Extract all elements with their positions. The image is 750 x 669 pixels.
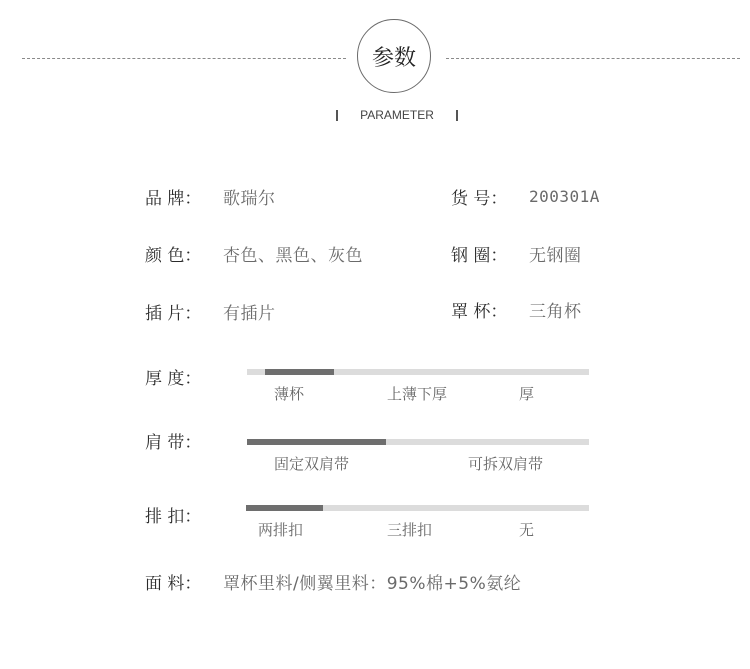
scale-hooks-indicator xyxy=(246,505,323,511)
scale-hooks-track xyxy=(246,505,589,511)
section-title-badge xyxy=(357,19,431,93)
divider-left xyxy=(22,58,346,59)
scale-label: 厚 度： xyxy=(145,368,202,389)
section-subtitle xyxy=(336,106,458,124)
scale-thickness-label-row xyxy=(145,364,225,388)
spec-label: 面 料： xyxy=(145,573,202,594)
spec-brand xyxy=(145,184,276,208)
spec-value: 有插片 xyxy=(223,303,276,324)
scale-option: 可拆双肩带 xyxy=(468,455,544,473)
scale-thickness-indicator xyxy=(265,369,334,375)
scale-thickness-track xyxy=(247,369,589,375)
spec-label: 插 片： xyxy=(145,303,202,324)
scale-strap-track xyxy=(247,439,589,445)
scale-strap-indicator xyxy=(247,439,386,445)
spec-label: 货 号： xyxy=(451,188,508,209)
scale-option: 无 xyxy=(519,521,535,539)
spec-value: 杏色、黑色、灰色 xyxy=(223,245,363,266)
spec-value: 三角杯 xyxy=(529,301,582,322)
spec-label: 罩 杯： xyxy=(451,301,508,322)
spec-value: 歌瑞尔 xyxy=(223,188,276,209)
subtitle-text: PARAMETER xyxy=(360,108,434,122)
spec-cup xyxy=(451,297,582,321)
scale-option: 三排扣 xyxy=(387,521,433,539)
section-title: 参数 xyxy=(371,45,416,71)
spec-color xyxy=(145,241,363,265)
spec-label: 颜 色： xyxy=(145,245,202,266)
spec-value: 罩杯里料/侧翼里料：95%棉+5%氨纶 xyxy=(223,573,522,594)
scale-option: 厚 xyxy=(519,385,535,403)
spec-value: 无钢圈 xyxy=(529,245,582,266)
scale-hooks-label-row xyxy=(145,502,225,526)
subtitle-bar-left xyxy=(336,110,338,121)
spec-label: 钢 圈： xyxy=(451,245,508,266)
scale-label: 排 扣： xyxy=(145,506,202,527)
scale-option: 上薄下厚 xyxy=(387,385,448,403)
spec-wire xyxy=(451,241,582,265)
spec-value: 200301A xyxy=(529,186,600,206)
spec-item-no xyxy=(451,184,600,208)
spec-label: 品 牌： xyxy=(145,188,202,209)
spec-fabric xyxy=(145,569,521,593)
scale-label: 肩 带： xyxy=(145,432,202,453)
spec-insert xyxy=(145,299,276,323)
scale-option: 固定双肩带 xyxy=(274,455,350,473)
subtitle-bar-right xyxy=(456,110,458,121)
scale-option: 两排扣 xyxy=(258,521,304,539)
scale-strap-label-row xyxy=(145,428,225,452)
divider-right xyxy=(446,58,740,59)
scale-option: 薄杯 xyxy=(274,385,305,403)
